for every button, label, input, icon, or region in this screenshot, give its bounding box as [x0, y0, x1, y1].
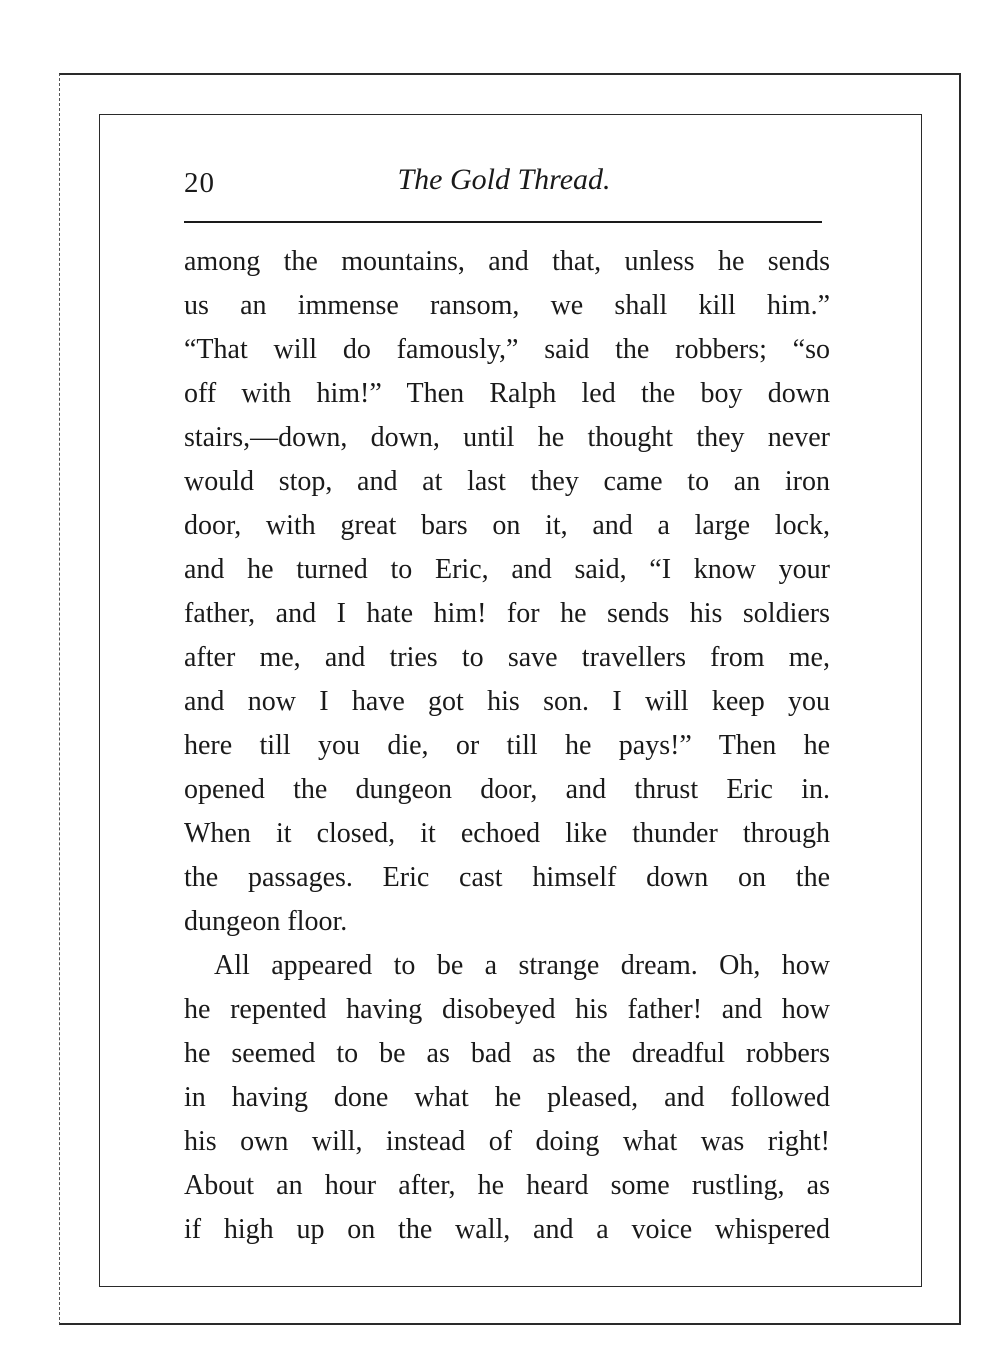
text-line: About an hour after, he heard some rustling, as [184, 1170, 830, 1201]
text-line: after me, and tries to save travellers from me, [184, 642, 830, 673]
text-line: he repented having disobeyed his father! and how [184, 994, 830, 1025]
text-line: All appeared to be a strange dream. Oh, how [214, 950, 830, 981]
text-line: door, with great bars on it, and a large lock, [184, 510, 830, 541]
text-line: and now I have got his son. I will keep you [184, 686, 830, 717]
text-line: in having done what he pleased, and followed [184, 1082, 830, 1113]
text-line: us an immense ransom, we shall kill him.” [184, 290, 830, 321]
text-line: his own will, instead of doing what was right! [184, 1126, 830, 1157]
text-line: “That will do famously,” said the robbers; “so [184, 334, 830, 365]
text-line: When it closed, it echoed like thunder through [184, 818, 830, 849]
text-line: the passages. Eric cast himself down on the [184, 862, 830, 893]
text-line: and he turned to Eric, and said, “I know your [184, 554, 830, 585]
text-line: he seemed to be as bad as the dreadful robbers [184, 1038, 830, 1069]
running-title: The Gold Thread. [397, 163, 611, 196]
text-line: opened the dungeon door, and thrust Eric in. [184, 774, 830, 805]
text-line: dungeon floor. [184, 906, 348, 937]
body-text [184, 240, 830, 1252]
header-rule [184, 221, 822, 223]
page-number: 20 [184, 167, 215, 199]
text-line: would stop, and at last they came to an iron [184, 466, 830, 497]
text-line: father, and I hate him! for he sends his soldiers [184, 598, 830, 629]
paragraph [184, 240, 830, 944]
text-line: here till you die, or till he pays!” Then he [184, 730, 830, 761]
text-line: off with him!” Then Ralph led the boy down [184, 378, 830, 409]
page-header [184, 163, 824, 203]
text-line: among the mountains, and that, unless he sends [184, 246, 830, 277]
text-line: stairs,—down, down, until he thought they never [184, 422, 830, 453]
paragraph [184, 944, 830, 1252]
text-line: if high up on the wall, and a voice whispered [184, 1214, 830, 1245]
